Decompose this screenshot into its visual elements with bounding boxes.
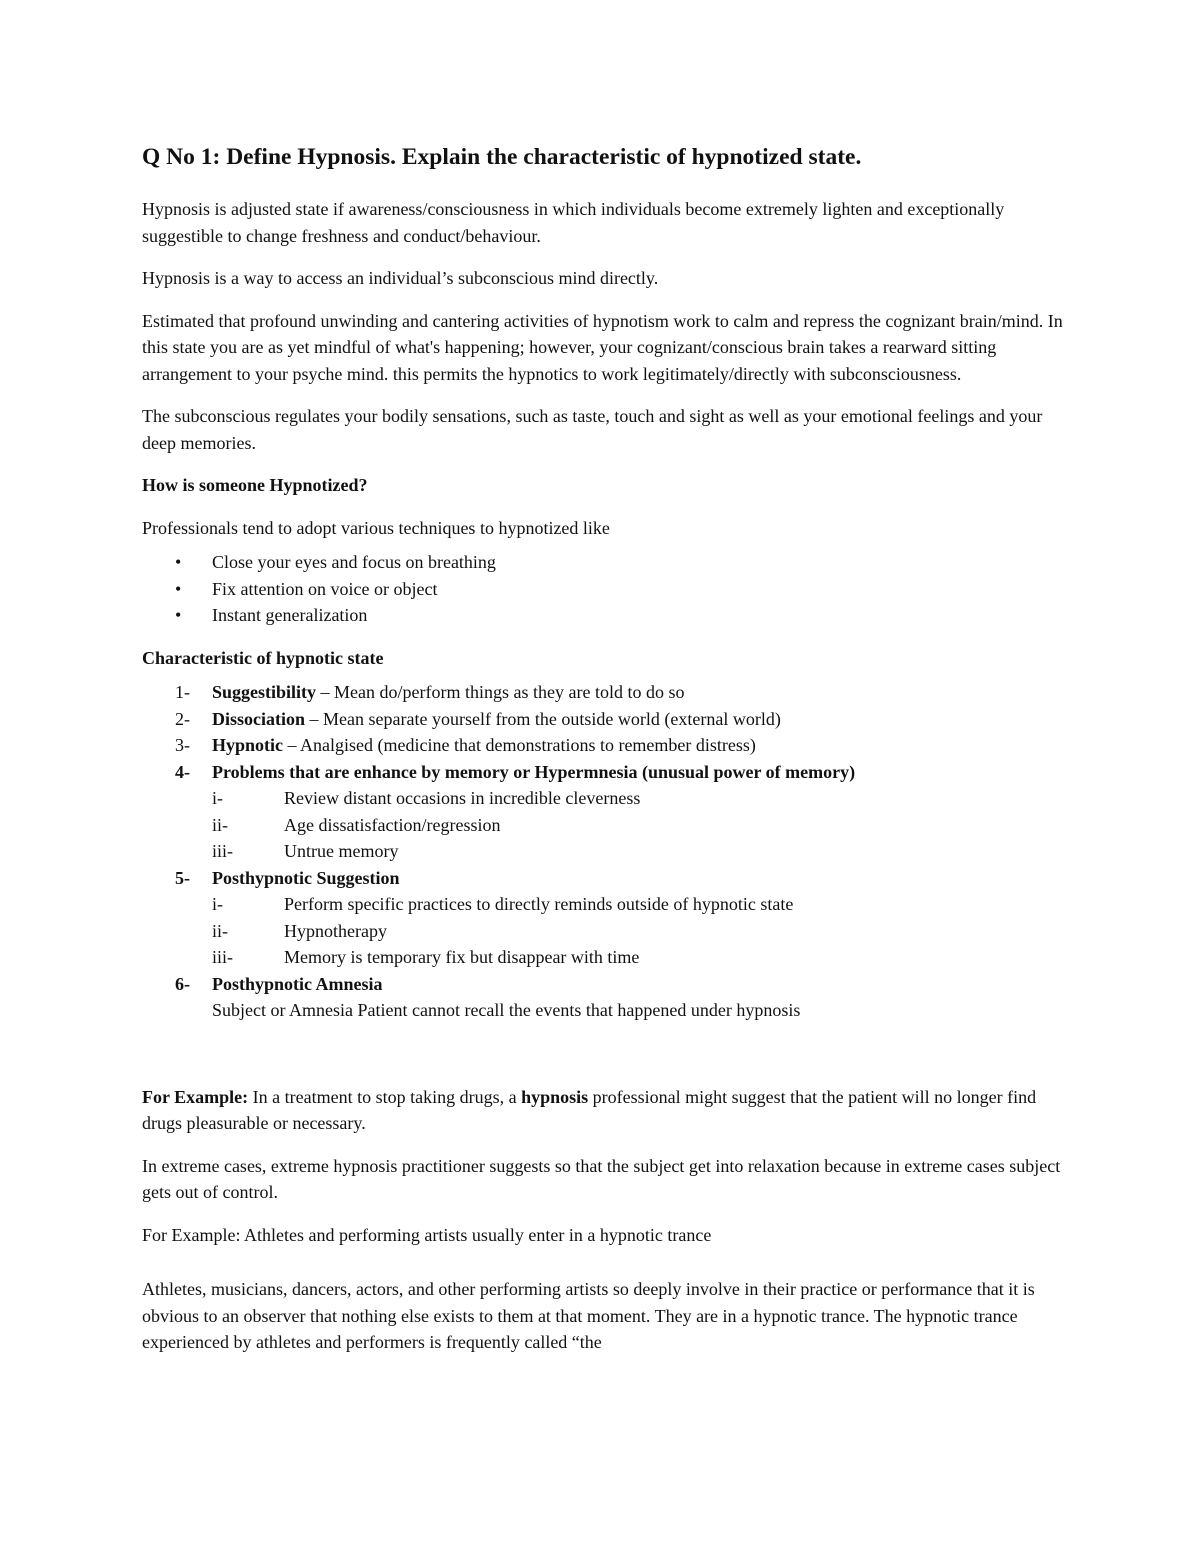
techniques-intro: Professionals tend to adopt various techniques to hypnotized like xyxy=(142,517,610,538)
list-item: • Close your eyes and focus on breathing xyxy=(142,549,1072,576)
athletes-paragraph: Athletes, musicians, dancers, actors, and other performing artists so deeply involve in their practice or performance that it is obvious to an observer that nothing else exists to them at that moment. They are in a hypnotic trance. The hypnotic trance experienced by athletes and performers is frequently called “the xyxy=(142,1279,1035,1352)
subconscious-regulation-paragraph: The subconscious regulates your bodily sensations, such as taste, touch and sight as well as your emotional feelings and your deep memories. xyxy=(142,406,1043,453)
bullet-icon: • xyxy=(175,552,182,572)
example-drugs-paragraph: For Example: In a treatment to stop taking drugs, a hypnosis professional might suggest that the patient will no longer find drugs pleasurable or necessary. xyxy=(142,1086,1037,1133)
bullet-icon: • xyxy=(175,605,182,625)
question-title: Q No 1: Define Hypnosis. Explain the characteristic of hypnotized state. xyxy=(142,144,862,170)
section-gap xyxy=(142,1024,1072,1084)
amnesia-note: Subject or Amnesia Patient cannot recall the events that happened under hypnosis xyxy=(212,1000,801,1020)
bullet-icon: • xyxy=(175,578,182,599)
subconscious-access-paragraph: Hypnosis is a way to access an individual’s subconscious mind directly. xyxy=(142,268,659,288)
list-item: 2- Dissociation – Mean separate yourself from the outside world (external world) xyxy=(175,708,781,729)
list-item: • Fix attention on voice or object xyxy=(142,576,1072,603)
characteristics-heading: Characteristic of hypnotic state xyxy=(142,647,384,668)
list-item: 3- Hypnotic – Analgised (medicine that demonstrations to remember distress) xyxy=(175,735,756,755)
list-item: i- Perform specific practices to directly reminds outside of hypnotic state xyxy=(212,894,794,914)
list-item: 4- Problems that are enhance by memory or Hypermnesia (unusual power of memory) i- Review distant occasions in incredible cleverness ii- Age dissatisfaction/regression iii- Untrue memory xyxy=(142,759,1072,865)
extreme-cases-paragraph: In extreme cases, extreme hypnosis practitioner suggests so that the subject get into relaxation because in extreme cases subject gets out of control. xyxy=(142,1155,1061,1202)
example-athletes-line: For Example: Athletes and performing artists usually enter in a hypnotic trance xyxy=(142,1224,712,1245)
list-item: iii- Memory is temporary fix but disappear with time xyxy=(212,947,640,967)
list-item: i- Review distant occasions in incredible cleverness xyxy=(212,788,641,808)
list-item: ii- Age dissatisfaction/regression xyxy=(212,814,501,835)
list-item: iii- Untrue memory xyxy=(212,841,399,861)
list-item: 6- Posthypnotic Amnesia Subject or Amnesia Patient cannot recall the events that happened under hypnosis xyxy=(142,971,1072,1024)
characteristics-list xyxy=(142,679,1072,1024)
list-item: 1- Suggestibility – Mean do/perform things as they are told to do so xyxy=(175,682,685,702)
sub-list xyxy=(212,891,1072,971)
sub-list xyxy=(212,785,1072,865)
definition-paragraph: Hypnosis is adjusted state if awareness/consciousness in which individuals become extremely lighten and exceptionally suggestible to change freshness and conduct/behaviour. xyxy=(142,199,1005,246)
list-item: • Instant generalization xyxy=(142,602,1072,629)
techniques-list xyxy=(142,549,1072,629)
list-item: 5- Posthypnotic Suggestion i- Perform specific practices to directly reminds outside of hypnotic state ii- Hypnotherapy iii- Memory is temporary fix but disappear with time xyxy=(142,865,1072,971)
how-hypnotized-heading: How is someone Hypnotized? xyxy=(142,475,368,495)
document-body xyxy=(142,140,1072,1372)
unwinding-paragraph: Estimated that profound unwinding and cantering activities of hypnotism work to calm and repress the cognizant brain/mind. In this state you are as yet mindful of what's happening; however, your cognizant/conscious brain takes a rearward sitting arrangement to your psyche mind. this permits the hypnotics to work legitimately/directly with subconsciousness. xyxy=(142,310,1063,384)
list-item: ii- Hypnotherapy xyxy=(212,920,387,941)
